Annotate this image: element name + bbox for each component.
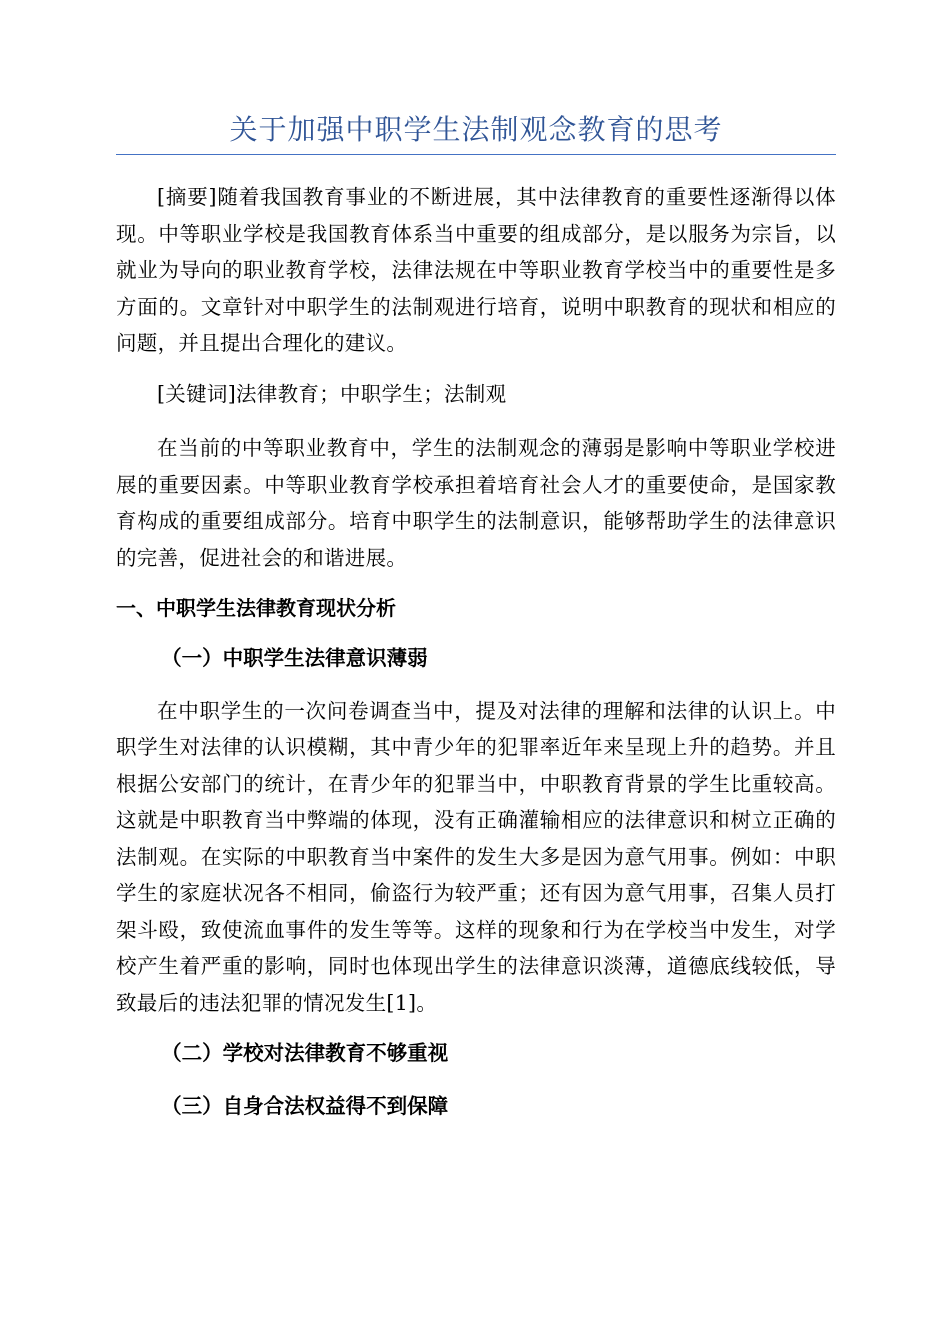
keywords-paragraph: [关键词]法律教育；中职学生；法制观 bbox=[157, 381, 507, 406]
subsection-2-heading: （二）学校对法律教育不够重视 bbox=[161, 1041, 449, 1065]
subsection-1-heading: （一）中职学生法律意识薄弱 bbox=[161, 646, 428, 670]
document-page bbox=[116, 108, 836, 1140]
document-title: 关于加强中职学生法制观念教育的思考 bbox=[229, 113, 723, 146]
title-underline bbox=[116, 154, 836, 155]
intro-paragraph: 在当前的中等职业教育中，学生的法制观念的薄弱是影响中等职业学校进展的重要因素。中等职业教育学校承担着培育社会人才的重要使命，是国家教育构成的重要组成部分。培育中职学生的法制意识，能够帮助学生的法律意识的完善，促进社会的和谐进展。 bbox=[116, 436, 836, 570]
section-1-heading: 一、中职学生法律教育现状分析 bbox=[116, 596, 396, 620]
subsection-3-heading: （三）自身合法权益得不到保障 bbox=[161, 1093, 449, 1118]
subsection-1-body: 在中职学生的一次问卷调查当中，提及对法律的理解和法律的认识上。中职学生对法律的认识模糊，其中青少年的犯罪率近年来呈现上升的趋势。并且根据公安部门的统计，在青少年的犯罪当中，中职教育背景的学生比重较高。这就是中职教育当中弊端的体现，没有正确灌输相应的法律意识和树立正确的法制观。在实际的中职教育当中案件的发生大多是因为意气用事。例如：中职学生的家庭状况各不相同，偷盗行为较严重；还有因为意气用事，召集人员打架斗殴，致使流血事件的发生等等。这样的现象和行为在学校当中发生，对学校产生着严重的影响，同时也体现出学生的法律意识淡薄，道德底线较低，导致最后的违法犯罪的情况发生[1]。 bbox=[116, 698, 836, 1015]
abstract-paragraph: [摘要]随着我国教育事业的不断进展，其中法律教育的重要性逐渐得以体现。中等职业学校是我国教育体系当中重要的组成部分，是以服务为宗旨，以就业为导向的职业教育学校，法律法规在中等职业教育学校当中的重要性是多方面的。文章针对中职学生的法制观进行培育，说明中职教育的现状和相应的问题，并且提出合理化的建议。 bbox=[116, 185, 836, 355]
